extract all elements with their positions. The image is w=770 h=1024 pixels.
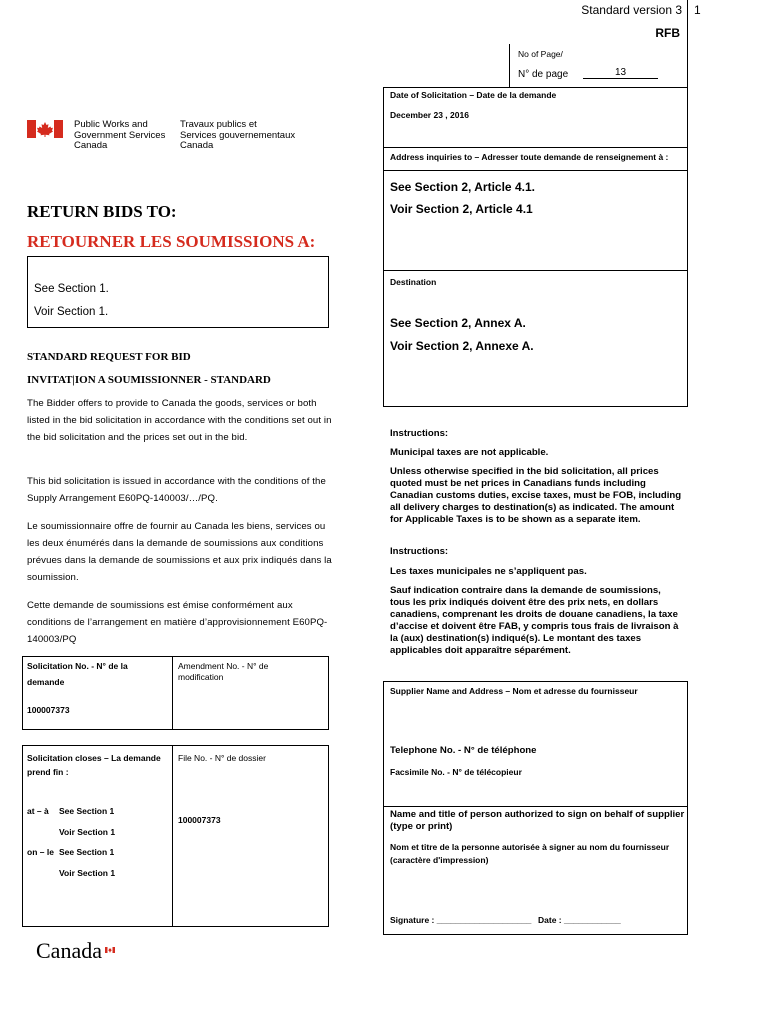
solicitation-no-value: 100007373 bbox=[27, 705, 70, 715]
return-bids-fr: Voir Section 1. bbox=[34, 306, 109, 318]
closes-on-value: See Section 1 bbox=[59, 847, 115, 857]
instructions-paragraph-fr: Sauf indication contraire dans la demande de soumissions, tous les prix indiqués doivent être des prix nets, en dollars canadiens, comprenant les droits de douane canadiens, la taxe d’accise et doivent être FAB, y compris tous frais de livraison à la (aux) destination(s) indiqué(s). Le montant des taxes applicables doit apparaître séparément. bbox=[390, 585, 679, 656]
address-inquiries-en: See Section 2, Article 4.1. bbox=[390, 180, 535, 194]
facsimile-label: Facsimile No. - N° de télécopieur bbox=[390, 767, 522, 777]
department-name-en: Public Works and Government Services Canada bbox=[74, 119, 166, 151]
file-no-label: File No. - N° de dossier bbox=[178, 753, 266, 763]
solicitation-no-label: Solicitation No. - N° de la demande bbox=[27, 661, 128, 687]
file-no-value: 100007373 bbox=[178, 815, 221, 825]
solicitation-date-label: Date of Solicitation – Date de la demande bbox=[390, 90, 557, 100]
n-de-page-label: N° de page bbox=[518, 69, 569, 80]
destination-en: See Section 2, Annex A. bbox=[390, 316, 526, 330]
telephone-label: Telephone No. - N° de téléphone bbox=[390, 745, 537, 756]
instructions-label-en: Instructions: bbox=[390, 428, 449, 439]
instructions-paragraph-en: Unless otherwise specified in the bid solicitation, all prices quoted must be net prices in Canadians funds including Canadian customs duties, excise taxes, must be FOB, including all delivery charges to destination(s) as indicated. The amount for Applicable Taxes is to be shown as a separate item. bbox=[390, 466, 682, 525]
date-field[interactable]: Date : ____________ bbox=[538, 915, 621, 925]
canada-wordmark-flag-icon bbox=[105, 940, 115, 946]
return-bids-en: See Section 1. bbox=[34, 283, 109, 295]
request-paragraph-2: This bid solicitation is issued in accordance with the conditions of the Supply Arrangement E60PQ-140003/…/PQ. bbox=[27, 476, 326, 504]
no-of-page-label: No of Page/ bbox=[518, 49, 563, 59]
department-name-fr: Travaux publics et Services gouvernementaux Canada bbox=[180, 119, 296, 151]
closes-label: Solicitation closes – La demande prend fin : bbox=[27, 753, 161, 777]
request-paragraph-1: The Bidder offers to provide to Canada the goods, services or both listed in the bid solicitation in accordance with the conditions set out in the bid solicitation and the prices set out in the bid. bbox=[27, 398, 332, 443]
closes-on-label: on – le bbox=[27, 847, 54, 857]
closes-at-label: at – à bbox=[27, 806, 49, 816]
return-bids-title-fr: RETOURNER LES SOUMISSIONS A: bbox=[27, 232, 316, 251]
request-title-fr: INVITAT|ION A SOUMISSIONNER - STANDARD bbox=[27, 374, 271, 386]
rfb-label: RFB bbox=[655, 26, 680, 40]
request-paragraph-3: Le soumissionnaire offre de fournir au Canada les biens, services ou les deux énumérés dans la demande de soumissions aux conditions prévues dans la demande de soumissions et aux prix indiqués dans la soumission. bbox=[27, 521, 332, 583]
closes-at-value: See Section 1 bbox=[59, 806, 115, 816]
standard-version: Standard version 3 bbox=[581, 3, 682, 17]
page-number: 1 bbox=[694, 3, 701, 17]
request-paragraph-4: Cette demande de soumissions est émise conformément aux conditions de l’arrangement en matière d’approvisionnement E60PQ-140003/PQ bbox=[27, 600, 328, 645]
instructions-municipal-en: Municipal taxes are not applicable. bbox=[390, 447, 549, 458]
closes-at-value-fr: Voir Section 1 bbox=[59, 827, 116, 837]
canada-wordmark: Canada bbox=[36, 938, 102, 963]
n-de-page-value: 13 bbox=[583, 67, 658, 79]
supplier-name-label: Supplier Name and Address – Nom et adresse du fournisseur bbox=[390, 686, 638, 696]
destination-fr: Voir Section 2, Annexe A. bbox=[390, 339, 534, 353]
amendment-no-label: Amendment No. - N° de modification bbox=[178, 661, 269, 682]
solicitation-date-value: December 23 , 2016 bbox=[390, 110, 469, 120]
instructions-label-fr: Instructions: bbox=[390, 546, 449, 557]
return-bids-title-en: RETURN BIDS TO: bbox=[27, 202, 177, 221]
request-title-en: STANDARD REQUEST FOR BID bbox=[27, 351, 191, 363]
header-divider bbox=[687, 0, 688, 47]
closes-on-value-fr: Voir Section 1 bbox=[59, 868, 116, 878]
signature-field[interactable]: Signature : ____________________ bbox=[390, 915, 532, 925]
supplier-box bbox=[383, 681, 688, 935]
address-inquiries-label: Address inquiries to – Adresser toute demande de renseignement à : bbox=[390, 152, 669, 162]
address-inquiries-fr: Voir Section 2, Article 4.1 bbox=[390, 202, 533, 216]
instructions-municipal-fr: Les taxes municipales ne s’appliquent pas. bbox=[390, 566, 587, 577]
canada-flag-icon bbox=[27, 120, 63, 138]
solicitation-info-box bbox=[383, 87, 688, 407]
destination-label: Destination bbox=[390, 277, 437, 287]
authorized-person-en: Name and title of person authorized to sign on behalf of supplier (type or print) bbox=[390, 809, 685, 832]
authorized-person-fr: Nom et titre de la personne autorisée à signer au nom du fournisseur (caractère d'impression) bbox=[390, 842, 670, 865]
